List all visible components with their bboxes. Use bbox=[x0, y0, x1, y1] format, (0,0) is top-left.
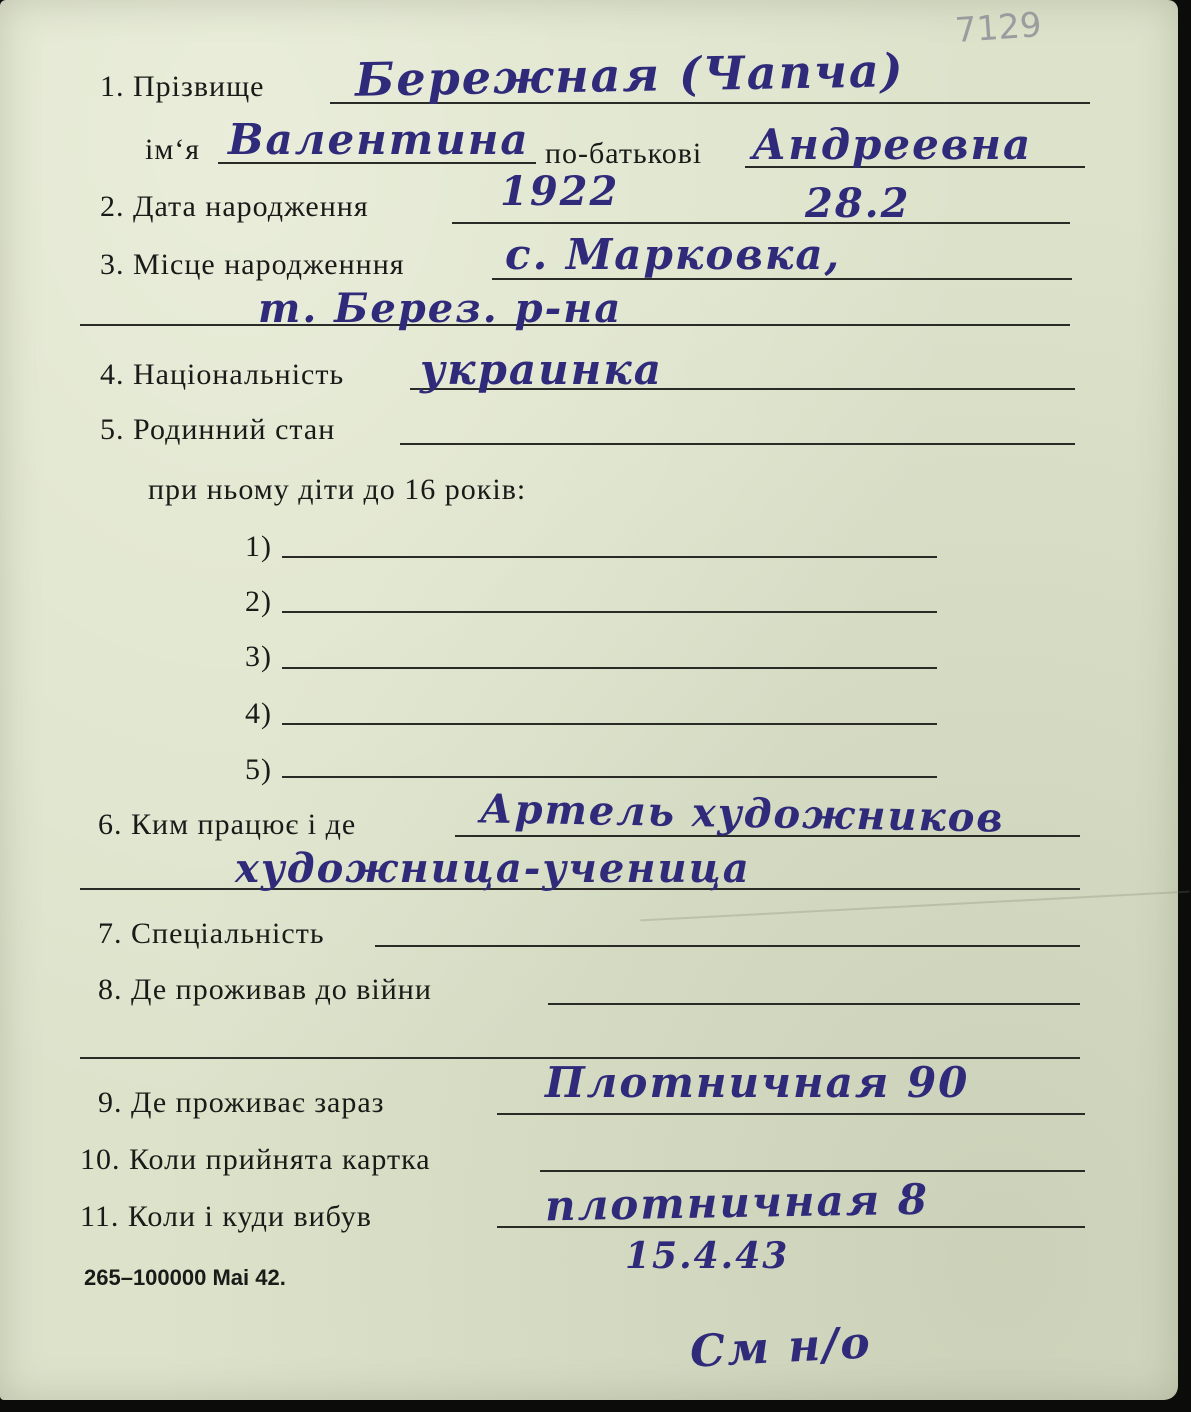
birth-place-label: 3. Місце народженння bbox=[100, 248, 405, 281]
birth-place-value-2: т. Берез. р-на bbox=[258, 285, 623, 332]
child-4-label: 4) bbox=[245, 697, 272, 730]
current-residence-value: Плотничная 90 bbox=[545, 1058, 970, 1107]
surname-label: 1. Прізвище bbox=[100, 70, 265, 103]
patronymic-value: Андреевна bbox=[752, 120, 1033, 169]
work-value-2: художница-ученица bbox=[235, 845, 751, 892]
patronymic-label: по-батькові bbox=[545, 137, 703, 170]
marital-status-label: 5. Родинний стан bbox=[100, 413, 336, 446]
archive-number: 7129 bbox=[953, 5, 1043, 51]
clerk-signature: См н/о bbox=[688, 1317, 873, 1378]
child-2-label: 2) bbox=[245, 585, 272, 618]
work-label: 6. Ким працює і де bbox=[98, 808, 357, 841]
child-1-label: 1) bbox=[245, 530, 272, 563]
nationality-value: украинка bbox=[420, 345, 663, 394]
first-name-value: Валентина bbox=[228, 115, 530, 164]
paper-crease bbox=[640, 891, 1189, 922]
marital-status-line bbox=[400, 443, 1075, 445]
specialty-line bbox=[375, 945, 1080, 947]
departure-date: 15.4.43 bbox=[625, 1235, 790, 1277]
birth-year-value: 1922 bbox=[500, 168, 620, 215]
print-imprint: 265–100000 Mai 42. bbox=[84, 1265, 286, 1290]
first-name-label: ім‘я bbox=[145, 133, 201, 166]
surname-value: Бережная (Чапча) bbox=[354, 43, 905, 107]
current-residence-label: 9. Де проживає зараз bbox=[98, 1086, 385, 1119]
child-3-line bbox=[282, 667, 937, 669]
prewar-residence-line bbox=[548, 1003, 1080, 1005]
work-value-1: Артель художников bbox=[479, 785, 1006, 842]
departure-label: 11. Коли і куди вибув bbox=[80, 1200, 372, 1233]
children-label: при ньому діти до 16 років: bbox=[148, 473, 527, 506]
child-4-line bbox=[282, 723, 937, 725]
birth-date-line bbox=[452, 222, 1070, 224]
birth-day-value: 28.2 bbox=[805, 180, 911, 227]
child-2-line bbox=[282, 611, 937, 613]
card-accepted-label: 10. Коли прийнята картка bbox=[80, 1143, 431, 1176]
departure-value: плотничная 8 bbox=[544, 1174, 930, 1231]
nationality-label: 4. Національність bbox=[100, 358, 345, 391]
child-3-label: 3) bbox=[245, 640, 272, 673]
birth-date-label: 2. Дата народження bbox=[100, 190, 369, 223]
prewar-residence-label: 8. Де проживав до війни bbox=[98, 973, 432, 1006]
card-accepted-line bbox=[540, 1170, 1085, 1172]
child-1-line bbox=[282, 556, 937, 558]
specialty-label: 7. Спеціальність bbox=[98, 917, 325, 950]
child-5-label: 5) bbox=[245, 753, 272, 786]
child-5-line bbox=[282, 776, 937, 778]
birth-place-value-1: с. Марковка, bbox=[505, 230, 842, 279]
current-residence-line bbox=[497, 1113, 1085, 1115]
